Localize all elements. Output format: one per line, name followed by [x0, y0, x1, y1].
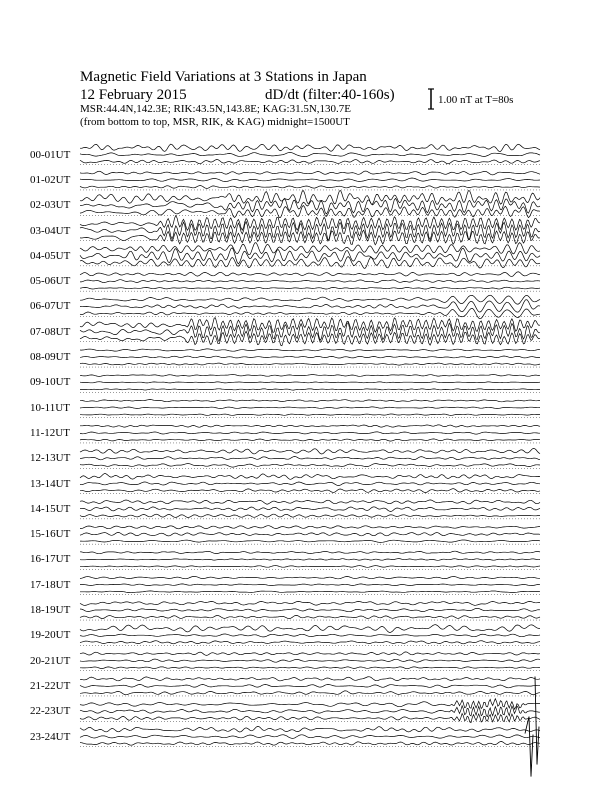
trace-msr: [80, 464, 540, 468]
trace-rik: [80, 457, 540, 460]
hour-label: 14-15UT: [30, 502, 71, 515]
trace-rik: [80, 153, 540, 157]
trace-rik: [80, 507, 540, 512]
hour-label: 02-03UT: [30, 199, 71, 212]
trace-kag: [80, 526, 540, 529]
chart-parameter: dD/dt (filter:40-160s): [265, 87, 395, 103]
hour-label: 16-17UT: [30, 553, 71, 566]
hour-label: 07-08UT: [30, 325, 71, 338]
trace-kag: [80, 375, 540, 377]
trace-rik: [80, 659, 540, 662]
trace-rik: [80, 532, 540, 536]
trace-msr: [80, 308, 540, 318]
hour-label: 04-05UT: [30, 249, 71, 262]
trace-rik: [80, 559, 540, 561]
trace-kag: [80, 699, 540, 710]
hour-label: 01-02UT: [30, 173, 71, 186]
hour-label: 08-09UT: [30, 351, 71, 364]
trace-kag: [80, 652, 540, 656]
trace-rik: [80, 432, 540, 434]
hour-label: 09-10UT: [30, 376, 71, 389]
trace-msr: [80, 489, 540, 493]
trace-kag: [80, 400, 540, 402]
trace-kag: [80, 677, 540, 681]
hour-label: 06-07UT: [30, 300, 71, 313]
trace-rik: [80, 634, 540, 637]
hour-label: 03-04UT: [30, 224, 71, 237]
hour-label: 20-21UT: [30, 654, 71, 667]
trace-kag: [80, 601, 540, 605]
trace-msr: [80, 389, 540, 390]
trace-msr: [80, 160, 540, 164]
station-coordinates: MSR:44.4N,142.3E; RIK:43.5N,143.8E; KAG:31.5N,130.7E: [80, 103, 352, 115]
trace-msr: [80, 287, 540, 289]
trace-msr: [80, 186, 540, 189]
hour-label: 05-06UT: [30, 275, 71, 288]
trace-msr: [80, 414, 540, 415]
trace-kag: [80, 171, 540, 175]
hour-label: 15-16UT: [30, 528, 71, 541]
trace-kag: [80, 144, 540, 151]
trace-msr: [80, 742, 540, 746]
trace-rik: [80, 382, 540, 383]
trace-msr: [80, 591, 540, 593]
hour-label: 17-18UT: [30, 578, 71, 591]
trace-kag: [80, 625, 540, 633]
hour-label: 10-11UT: [30, 401, 70, 414]
trace-kag: [80, 500, 540, 504]
trace-msr: [80, 566, 540, 568]
hour-label: 12-13UT: [30, 452, 71, 465]
hour-label: 13-14UT: [30, 477, 71, 490]
hour-label: 21-22UT: [30, 679, 71, 692]
trace-msr: [80, 641, 540, 644]
trace-rik: [80, 280, 540, 283]
trace-msr: [80, 615, 540, 618]
trace-rik: [80, 735, 540, 739]
trace-kag: [80, 349, 540, 351]
trace-msr: [80, 439, 540, 441]
hour-label: 00-01UT: [30, 148, 71, 161]
hour-label: 11-12UT: [30, 426, 70, 439]
trace-msr: [80, 691, 540, 695]
trace-rik: [80, 178, 540, 182]
trace-msr: [80, 257, 540, 269]
trace-rik: [80, 482, 540, 486]
trace-msr: [80, 206, 540, 218]
chart-title: Magnetic Field Variations at 3 Stations in Japan: [80, 69, 367, 85]
trace-kag: [80, 272, 540, 277]
hour-label: 19-20UT: [30, 629, 71, 642]
trace-rik: [80, 356, 540, 358]
trace-kag: [80, 726, 540, 732]
trace-msr: [80, 540, 540, 542]
trace-msr: [80, 331, 540, 346]
trace-kag: [80, 474, 540, 480]
trace-rik: [80, 300, 540, 313]
hour-label: 22-23UT: [30, 705, 71, 718]
trace-order-note: (from bottom to top, MSR, RIK, & KAG) midnight=1500UT: [80, 116, 350, 128]
trace-kag: [80, 295, 540, 304]
trace-kag: [80, 576, 540, 578]
hour-label: 18-19UT: [30, 604, 71, 617]
trace-msr: [80, 667, 540, 669]
scale-label: 1.00 nT at T=80s: [438, 94, 514, 106]
trace-rik: [80, 584, 540, 586]
trace-kag: [80, 448, 540, 454]
trace-rik: [80, 407, 540, 409]
trace-rik: [80, 685, 540, 688]
trace-kag: [80, 425, 540, 427]
trace-msr: [80, 363, 540, 365]
trace-kag: [80, 551, 540, 554]
chart-date: 12 February 2015: [80, 87, 187, 103]
hour-label: 23-24UT: [30, 730, 71, 743]
trace-rik: [80, 608, 540, 611]
trace-msr: [80, 514, 540, 517]
